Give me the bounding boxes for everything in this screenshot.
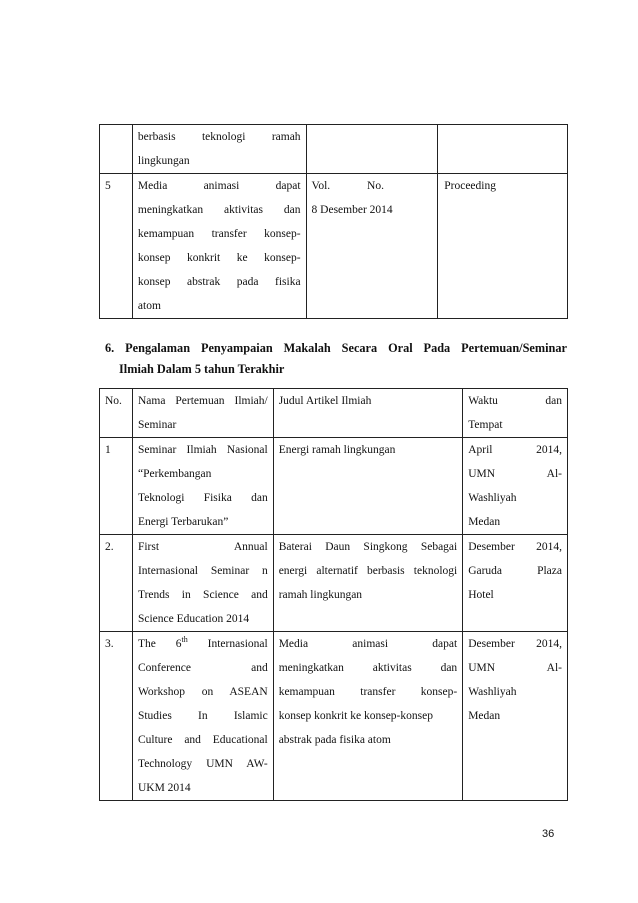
word: animasi [203, 180, 240, 192]
cell-line [138, 510, 268, 534]
cell-line [279, 704, 457, 728]
table-row [100, 632, 568, 801]
article-title-cell [132, 174, 306, 319]
article-cell [273, 535, 462, 632]
section-heading-line2: Ilmiah Dalam 5 tahun Terakhir [119, 362, 285, 376]
word: AW- [246, 758, 268, 770]
word: berbasis [366, 565, 405, 577]
volume-cell [306, 174, 438, 319]
cell-line [138, 583, 268, 607]
word: Culture [137, 734, 173, 746]
cell-line [468, 704, 562, 728]
ordinal-suffix: th [181, 635, 188, 645]
word: konsep [137, 252, 171, 264]
word: Washliyah [468, 686, 517, 698]
word: konkrit [187, 252, 221, 264]
cell-line [138, 198, 301, 222]
word: Islamic [233, 710, 268, 722]
cell-line: lingkungan [137, 155, 190, 167]
word: dan [283, 204, 301, 216]
word: Al- [546, 468, 562, 480]
word: Garuda [468, 565, 503, 577]
cell-line [279, 632, 457, 656]
word: Science [203, 589, 239, 601]
publication-table [99, 124, 568, 319]
word: Al- [546, 662, 562, 674]
word: No. [367, 180, 384, 192]
word: aktivitas [224, 204, 263, 216]
word: Desember [468, 638, 515, 650]
word: meningkatkan [137, 204, 204, 216]
cell-line [468, 462, 562, 486]
meeting-cell [132, 535, 273, 632]
word: Waktu [468, 395, 498, 407]
word: 2014, [536, 444, 562, 456]
word: alternatif [316, 565, 358, 577]
word: Science Education 2014 [137, 613, 250, 625]
table-header-row [100, 389, 568, 438]
word: Media [137, 180, 168, 192]
page-number: 36 [542, 828, 555, 840]
word: Daun [325, 541, 351, 553]
word: Energi Terbarukan” [137, 516, 229, 528]
word: berbasis [137, 131, 176, 143]
cell-line [279, 680, 457, 704]
table-cell [306, 125, 438, 174]
word: in [181, 589, 191, 601]
cell-line [138, 535, 268, 559]
word: transfer [360, 686, 396, 698]
word: meningkatkan [278, 662, 344, 674]
header-no: No. [100, 389, 133, 438]
cell-line [138, 776, 268, 800]
word: Seminar [137, 444, 177, 456]
cell-line: 8 Desember 2014 [311, 204, 393, 216]
word: Annual [233, 541, 268, 553]
meeting-cell [132, 632, 273, 801]
word: fisika [275, 276, 301, 288]
word: The [137, 638, 156, 650]
ordinal-number: 6 [175, 638, 182, 650]
when-cell [463, 438, 568, 535]
table-row [100, 535, 568, 632]
cell-line [138, 222, 301, 246]
word: Pertemuan [175, 395, 225, 407]
cell-line [312, 174, 384, 198]
word: n [261, 565, 268, 577]
word: Ilmiah/ [234, 395, 268, 407]
cell-line [138, 294, 301, 318]
word: Studies [137, 710, 172, 722]
table-cell [438, 125, 568, 174]
cell-line [279, 728, 457, 752]
header-article: Judul Artikel Ilmiah [273, 389, 462, 438]
cell-line [468, 486, 562, 510]
word: Energi ramah lingkungan [278, 444, 396, 456]
header-meeting [132, 389, 273, 438]
header-when [463, 389, 568, 438]
cell-line: Seminar [137, 419, 177, 431]
word: April [468, 444, 493, 456]
cell-line [138, 486, 268, 510]
word: energi [278, 565, 308, 577]
cell-line [138, 704, 268, 728]
row-number: 5 [100, 174, 133, 319]
cell-line [138, 752, 268, 776]
word: 2014, [536, 638, 562, 650]
word: Media [278, 638, 309, 650]
table-cell [100, 125, 133, 174]
word: kemampuan [278, 686, 335, 698]
word: aktivitas [372, 662, 412, 674]
word: dan [545, 395, 562, 407]
word: konsep- [420, 686, 458, 698]
word: UMN [206, 758, 233, 770]
word: dapat [275, 180, 301, 192]
word: Singkong [363, 541, 408, 553]
cell-line [468, 510, 562, 534]
word: kemampuan [137, 228, 195, 240]
when-cell [463, 632, 568, 801]
word: Ilmiah [186, 444, 217, 456]
cell-line [468, 438, 562, 462]
word: ASEAN [229, 686, 268, 698]
word: and [251, 589, 268, 601]
cell-line [138, 559, 268, 583]
word: konsep- [264, 252, 301, 264]
cell-line [138, 389, 268, 413]
word: Sebagai [420, 541, 458, 553]
word: pada [236, 276, 259, 288]
word: UMN [468, 468, 496, 480]
word: Workshop [137, 686, 185, 698]
cell-line: Tempat [468, 419, 503, 431]
section-heading-line1: 6. Pengalaman Penyampaian Makalah Secara Oral Pada Pertemuan/Seminar [105, 341, 567, 355]
word: dan [251, 492, 268, 504]
word: Teknologi [137, 492, 185, 504]
cell-line [138, 462, 268, 486]
word: 2014, [536, 541, 562, 553]
cell-line [138, 125, 301, 149]
cell-line [468, 680, 562, 704]
cell-line [468, 559, 562, 583]
article-cell [273, 632, 462, 801]
word: Hotel [468, 589, 494, 601]
cell-line [138, 270, 301, 294]
word: UKM 2014 [137, 782, 191, 794]
word: ke [236, 252, 248, 264]
word: Nasional [226, 444, 268, 456]
cell-line [138, 174, 301, 198]
word: Conference [137, 662, 191, 674]
word: Nama [137, 395, 166, 407]
cell-line [138, 438, 268, 462]
word: animasi [352, 638, 389, 650]
cell-line [279, 535, 457, 559]
cell-line [279, 583, 457, 607]
word: dan [440, 662, 458, 674]
cell-line [138, 632, 268, 656]
word: konsep- [264, 228, 301, 240]
word: Medan [468, 710, 501, 722]
word: Seminar [210, 565, 250, 577]
cell-line [468, 583, 562, 607]
word: abstrak [187, 276, 221, 288]
word: Educational [212, 734, 268, 746]
cell-line [138, 680, 268, 704]
word: atom [137, 300, 161, 312]
section-heading [105, 338, 567, 380]
word: Plaza [537, 565, 562, 577]
cell-line [468, 632, 562, 656]
row-number: 1 [100, 438, 133, 535]
cell-line [279, 438, 457, 462]
cell-line [138, 607, 268, 631]
word: on [201, 686, 214, 698]
word: and [184, 734, 201, 746]
article-cell [273, 438, 462, 535]
word: transfer [211, 228, 247, 240]
word: “Perkembangan [137, 468, 212, 480]
table-row [100, 438, 568, 535]
word: ramah [271, 131, 301, 143]
word: ramah lingkungan [278, 589, 363, 601]
word: First [137, 541, 160, 553]
type-cell: Proceeding [438, 174, 568, 319]
word: Technology [137, 758, 193, 770]
row-number: 3. [100, 632, 133, 801]
cell-line [138, 728, 268, 752]
cell-line [468, 535, 562, 559]
cell-line [138, 246, 301, 270]
seminar-table [99, 388, 568, 801]
word: Desember [468, 541, 515, 553]
cell-line [279, 656, 457, 680]
word: Medan [468, 516, 501, 528]
word: UMN [468, 662, 496, 674]
word: Trends [137, 589, 170, 601]
word: and [251, 662, 268, 674]
word: Baterai [278, 541, 312, 553]
when-cell [463, 535, 568, 632]
table-cell [132, 125, 306, 174]
table-row [100, 125, 568, 174]
word: Internasional [137, 565, 199, 577]
cell-line [468, 656, 562, 680]
word: konsep [137, 276, 171, 288]
word: teknologi [413, 565, 458, 577]
cell-line [468, 389, 562, 413]
word: abstrak pada fisika atom [278, 734, 391, 746]
word: Vol. [311, 180, 331, 192]
word: teknologi [201, 131, 246, 143]
word: konsep konkrit ke konsep-konsep [278, 710, 433, 722]
word: Fisika [203, 492, 232, 504]
word [175, 635, 188, 650]
table-row [100, 174, 568, 319]
cell-line [138, 656, 268, 680]
cell-line [279, 559, 457, 583]
word: Internasional [207, 638, 268, 650]
row-number: 2. [100, 535, 133, 632]
meeting-cell [132, 438, 273, 535]
word: dapat [432, 638, 458, 650]
word: In [198, 710, 208, 722]
word: Washliyah [468, 492, 517, 504]
